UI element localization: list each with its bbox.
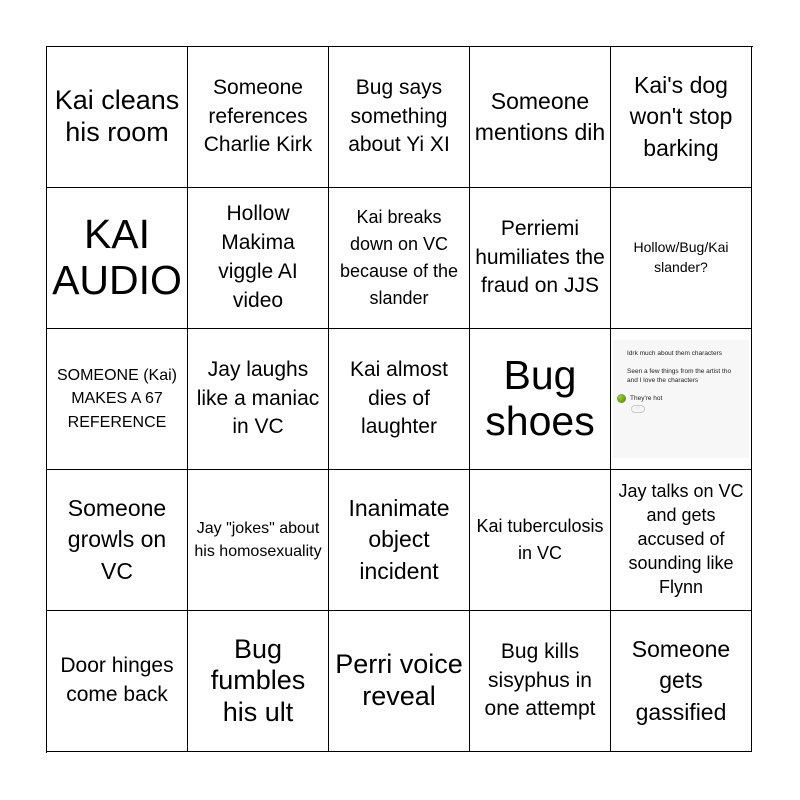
cell-text: Kai almost dies of laughter [349,357,449,439]
bingo-cell[interactable] [47,611,188,752]
cell-text: Someone growls on VC [67,495,167,584]
bingo-cell[interactable] [47,329,188,470]
bingo-cell[interactable] [188,47,329,188]
cell-text: KAI AUDIO [52,211,182,303]
chat-reply [617,394,741,403]
cell-text: SOMEONE (Kai) MAKES A 67 REFERENCE [56,367,177,431]
cell-text: Someone gets gassified [631,636,731,725]
bingo-cell[interactable] [470,470,611,611]
bingo-cell[interactable] [470,329,611,470]
bingo-cell[interactable] [470,47,611,188]
cell-text: Perri voice reveal [335,649,463,711]
bingo-cell[interactable] [329,47,470,188]
bingo-cell[interactable] [329,329,470,470]
bingo-cell-screenshot[interactable] [611,329,752,470]
cell-text: Jay "jokes" about his homosexuality [194,519,322,560]
cell-text: Inanimate object incident [348,495,450,584]
cell-text: Someone references Charlie Kirk [203,75,313,157]
cell-text: Jay laughs like a maniac in VC [196,357,320,439]
bingo-cell[interactable] [188,611,329,752]
bingo-cell[interactable] [47,470,188,611]
cell-text: Hollow/Bug/Kai slander? [633,239,729,275]
bingo-cell[interactable] [188,470,329,611]
green-avatar-icon [617,394,626,403]
cell-text: Kai cleans his room [54,85,180,147]
cell-text: Perriemi humiliates the fraud on JJS [475,216,605,298]
bingo-cell[interactable] [188,329,329,470]
chat-screenshot [613,340,749,458]
bingo-cell[interactable] [470,188,611,329]
bingo-cell[interactable] [470,611,611,752]
cell-text: Jay talks on VC and gets accused of sounding like Flynn [618,481,744,597]
bingo-cell[interactable] [329,611,470,752]
bingo-cell[interactable] [611,47,752,188]
chat-message: Seen a few things from the artist tho and I love the characters [627,368,732,385]
cell-text: Bug kills sisyphus in one attempt [484,639,596,721]
bingo-cell[interactable] [611,188,752,329]
cell-text: Someone mentions dih [474,87,606,145]
chat-message: Idrk much about them characters [627,350,723,357]
bingo-cell[interactable] [329,188,470,329]
cell-text: Hollow Makima viggle AI video [218,202,298,312]
bingo-cell[interactable] [47,47,188,188]
cell-text: Bug says something about Yi XI [348,75,450,157]
cell-text: Kai's dog won't stop barking [629,72,733,161]
bingo-cell[interactable] [611,611,752,752]
bingo-cell[interactable] [188,188,329,329]
chat-reply-text: They're hot [630,395,663,403]
cell-text: Kai tuberculosis in VC [476,516,604,563]
bingo-board [46,46,753,753]
bingo-cell[interactable] [611,470,752,611]
cell-text: Bug fumbles his ult [210,633,306,727]
cell-text: Bug shoes [485,352,595,444]
bingo-cell[interactable] [47,188,188,329]
heart-reaction-icon: ♡ [631,405,645,413]
bingo-cell[interactable] [329,470,470,611]
cell-text: Door hinges come back [60,654,174,706]
cell-text: Kai breaks down on VC because of the slander [339,207,459,308]
